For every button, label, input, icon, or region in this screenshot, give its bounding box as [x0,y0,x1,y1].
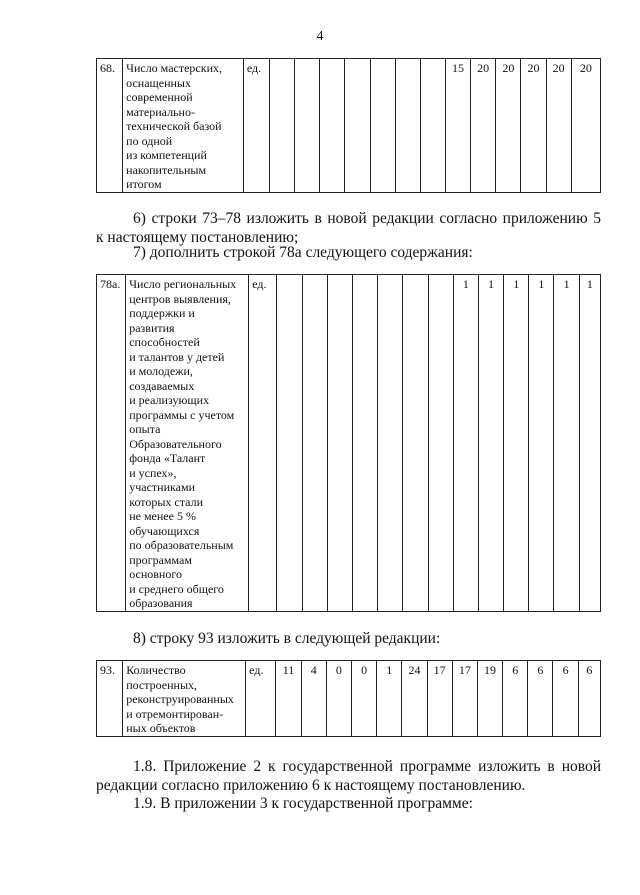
value-cell [302,275,327,612]
value-cell [320,59,345,193]
value-cell [277,275,302,612]
value-cell: 6 [578,661,600,737]
value-cell: 17 [427,661,452,737]
value-cell: 1 [579,275,600,612]
unit-cell: ед. [243,59,269,193]
paragraph-1-9: 1.9. В приложении 3 к государственной программе: [133,795,473,812]
value-cell: 1 [504,275,529,612]
value-cell [352,275,377,612]
row-number: 68. [97,59,123,193]
value-cell [420,59,445,193]
value-cell: 0 [351,661,376,737]
value-cell [345,59,370,193]
value-cell: 1 [453,275,478,612]
value-cell [269,59,294,193]
row-number: 78а. [97,275,126,612]
value-cell: 1 [554,275,579,612]
value-cell: 19 [477,661,502,737]
value-cell: 1 [478,275,503,612]
value-cell: 1 [377,661,402,737]
value-cell [395,59,420,193]
paragraph-1-8: 1.8. Приложение 2 к государственной программе изложить в новой редакции согласно приложению 6 к настоящему постановлению. [96,758,601,794]
row-number: 93. [97,661,123,737]
value-cell: 6 [528,661,553,737]
paragraph-8: 8) строку 93 изложить в следующей редакции: [133,630,441,647]
value-cell [295,59,320,193]
unit-cell: ед. [246,661,276,737]
table-row-78a [96,274,601,612]
value-cell: 20 [521,59,546,193]
value-cell: 15 [445,59,470,193]
indicator-name: Количество построенных, реконструированных и отремонтирован- ных объектов [123,661,246,737]
value-cell: 6 [503,661,528,737]
value-cell: 20 [471,59,496,193]
value-cell: 0 [326,661,351,737]
value-cell [378,275,403,612]
value-cell: 11 [276,661,301,737]
table-row-68 [96,58,601,193]
value-cell [327,275,352,612]
value-cell: 17 [452,661,477,737]
unit-cell: ед. [249,275,277,612]
value-cell: 24 [402,661,427,737]
page-number: 4 [316,29,324,44]
value-cell [428,275,453,612]
paragraph-6: 6) строки 73–78 изложить в новой редакции согласно приложению 5 к настоящему постановлению; [96,210,601,246]
value-cell [370,59,395,193]
value-cell: 20 [546,59,571,193]
value-cell: 1 [529,275,554,612]
indicator-name: Число региональных центров выявления, поддержки и развития способностей и талантов у детей и молодежи, создаваемых и реализующих программы с учетом опыта Образовательного фонда «Талант и успех», участниками которых стали не менее 5 % обучающихся по образовательным программам основного и среднего общего образования [126,275,249,612]
value-cell: 20 [496,59,521,193]
table-row-93 [96,660,601,737]
indicator-name: Число мастерских, оснащенных современной материально- технической базой по одной из компетенций накопительным итогом [123,59,244,193]
paragraph-7: 7) дополнить строкой 78а следующего содержания: [133,244,473,261]
value-cell [403,275,428,612]
value-cell: 4 [301,661,326,737]
value-cell: 6 [553,661,578,737]
value-cell: 20 [571,59,600,193]
